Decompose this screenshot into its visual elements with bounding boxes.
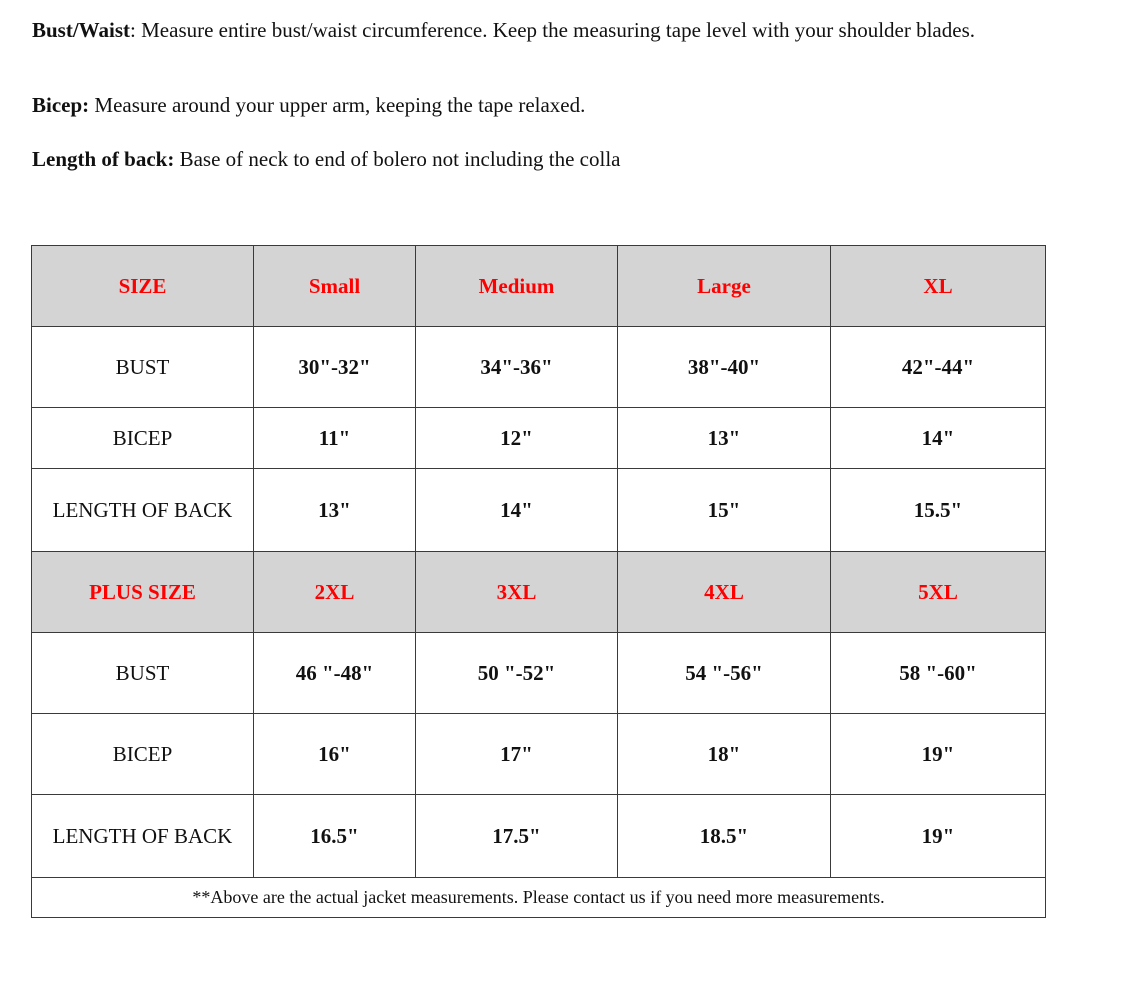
table-cell: 11" xyxy=(254,408,416,469)
footer-note: **Above are the actual jacket measurements. Please contact us if you need more measurements. xyxy=(32,878,1046,918)
row-label: BUST xyxy=(32,327,254,408)
length-of-back-note xyxy=(32,147,621,172)
table-cell: 18.5" xyxy=(618,795,831,878)
table-cell: 15.5" xyxy=(831,469,1046,552)
plus-size-header-row xyxy=(32,552,1046,633)
header-cell: 2XL xyxy=(254,552,416,633)
note-term: Length of back: xyxy=(32,147,175,171)
table-cell: 13" xyxy=(618,408,831,469)
note-text: Measure entire bust/waist circumference. Keep the measuring tape level with your shoulder blades. xyxy=(135,18,975,42)
table-cell: 16.5" xyxy=(254,795,416,878)
table-cell: 17" xyxy=(416,714,618,795)
header-cell: 5XL xyxy=(831,552,1046,633)
note-sep: : xyxy=(130,18,136,42)
table-row xyxy=(32,633,1046,714)
table-row xyxy=(32,327,1046,408)
table-row xyxy=(32,469,1046,552)
header-cell: PLUS SIZE xyxy=(32,552,254,633)
table-cell: 17.5" xyxy=(416,795,618,878)
table-cell: 16" xyxy=(254,714,416,795)
note-text: Base of neck to end of bolero not including the colla xyxy=(174,147,621,171)
table-cell: 14" xyxy=(416,469,618,552)
table-cell: 18" xyxy=(618,714,831,795)
table-footer-row xyxy=(32,878,1046,918)
table-cell: 38"-40" xyxy=(618,327,831,408)
table-cell: 50 "-52" xyxy=(416,633,618,714)
header-cell: Large xyxy=(618,246,831,327)
table-cell: 42"-44" xyxy=(831,327,1046,408)
table-cell: 58 "-60" xyxy=(831,633,1046,714)
size-chart-table xyxy=(31,245,1046,918)
note-term: Bust/Waist xyxy=(32,18,131,42)
row-label: LENGTH OF BACK xyxy=(32,469,254,552)
table-row xyxy=(32,714,1046,795)
header-cell: 3XL xyxy=(416,552,618,633)
bust-waist-note xyxy=(32,18,975,43)
header-cell: XL xyxy=(831,246,1046,327)
row-label: BUST xyxy=(32,633,254,714)
table-cell: 30"-32" xyxy=(254,327,416,408)
table-cell: 12" xyxy=(416,408,618,469)
table-cell: 14" xyxy=(831,408,1046,469)
row-label: LENGTH OF BACK xyxy=(32,795,254,878)
table-cell: 54 "-56" xyxy=(618,633,831,714)
table-cell: 15" xyxy=(618,469,831,552)
row-label: BICEP xyxy=(32,408,254,469)
size-header-row xyxy=(32,246,1046,327)
table-cell: 13" xyxy=(254,469,416,552)
header-cell: SIZE xyxy=(32,246,254,327)
table-cell: 19" xyxy=(831,795,1046,878)
row-label: BICEP xyxy=(32,714,254,795)
table-cell: 46 "-48" xyxy=(254,633,416,714)
note-term: Bicep: xyxy=(32,93,90,117)
header-cell: Medium xyxy=(416,246,618,327)
table-cell: 34"-36" xyxy=(416,327,618,408)
header-cell: 4XL xyxy=(618,552,831,633)
table-cell: 19" xyxy=(831,714,1046,795)
table-row xyxy=(32,795,1046,878)
bicep-note xyxy=(32,93,585,118)
header-cell: Small xyxy=(254,246,416,327)
note-text: Measure around your upper arm, keeping the tape relaxed. xyxy=(89,93,586,117)
table-row xyxy=(32,408,1046,469)
